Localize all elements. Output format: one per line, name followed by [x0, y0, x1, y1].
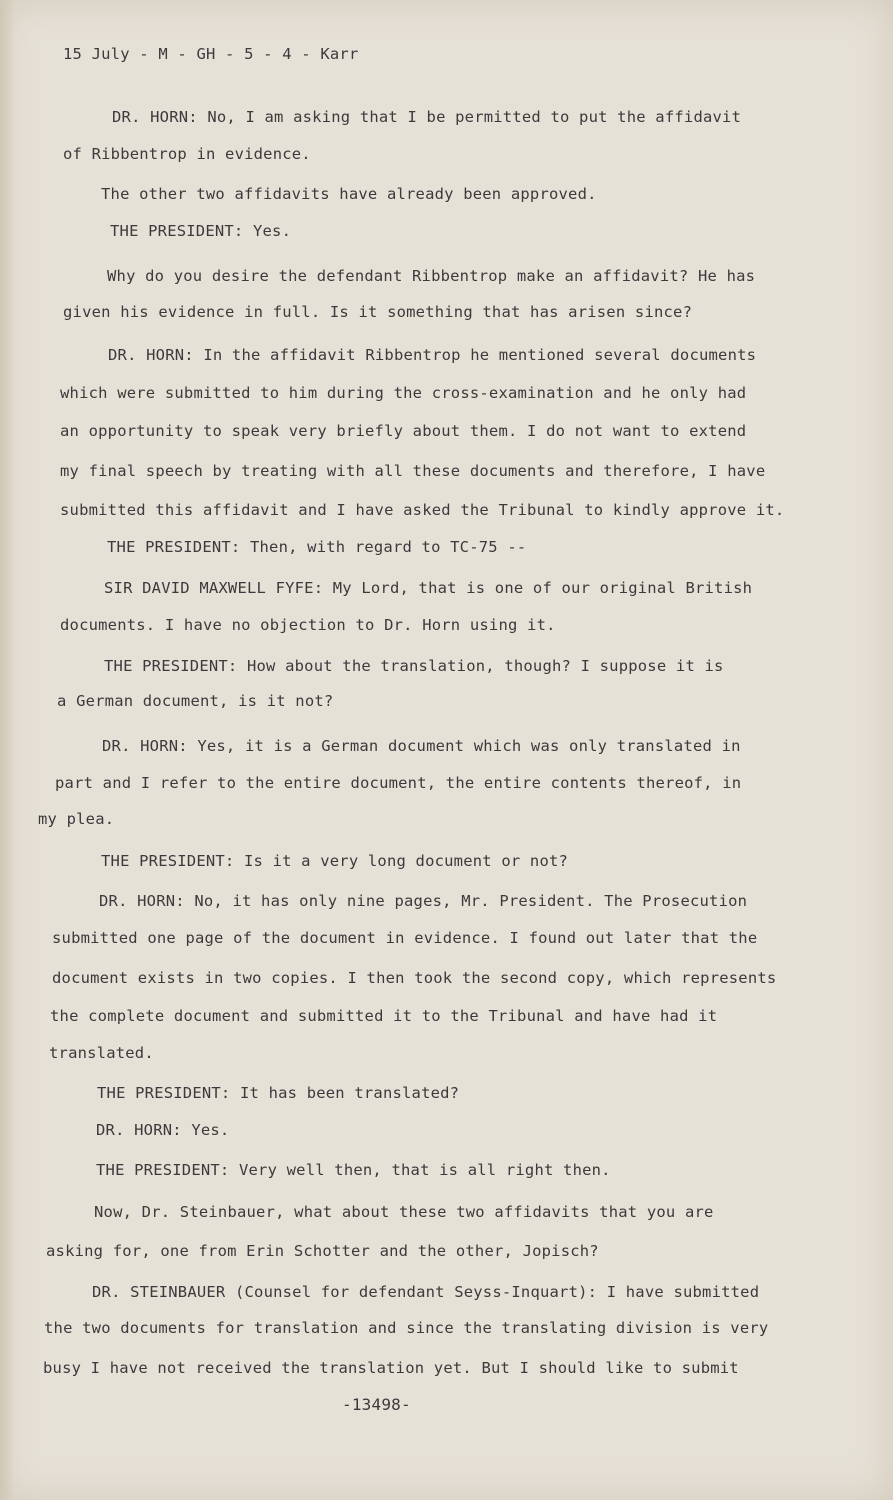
- transcript-line: busy I have not received the translation yet. But I should like to submit: [43, 1359, 739, 1377]
- transcript-line: DR. HORN: Yes, it is a German document which was only translated in: [102, 737, 741, 755]
- transcript-line: SIR DAVID MAXWELL FYFE: My Lord, that is one of our original British: [104, 579, 753, 597]
- transcript-line: THE PRESIDENT: Then, with regard to TC-75 --: [107, 538, 527, 556]
- transcript-line: the two documents for translation and since the translating division is very: [44, 1319, 769, 1337]
- page-number: -13498-: [342, 1395, 411, 1414]
- page-edge-shadow: [0, 0, 14, 1500]
- transcript-line: THE PRESIDENT: Is it a very long document or not?: [101, 852, 569, 870]
- transcript-line: documents. I have no objection to Dr. Horn using it.: [60, 616, 556, 634]
- transcript-line: DR. HORN: No, I am asking that I be permitted to put the affidavit: [112, 108, 742, 126]
- transcript-line: translated.: [49, 1044, 154, 1062]
- transcript-line: my final speech by treating with all these documents and therefore, I have: [60, 462, 766, 480]
- transcript-line: my plea.: [38, 810, 115, 828]
- transcript-line: document exists in two copies. I then took the second copy, which represents: [52, 969, 777, 987]
- transcript-line: DR. STEINBAUER (Counsel for defendant Seyss-Inquart): I have submitted: [92, 1283, 760, 1301]
- page-header: 15 July - M - GH - 5 - 4 - Karr: [63, 45, 359, 63]
- transcript-line: Now, Dr. Steinbauer, what about these two affidavits that you are: [94, 1203, 714, 1221]
- transcript-line: a German document, is it not?: [57, 692, 334, 710]
- transcript-line: of Ribbentrop in evidence.: [63, 145, 311, 163]
- transcript-line: THE PRESIDENT: How about the translation, though? I suppose it is: [104, 657, 724, 675]
- transcript-line: the complete document and submitted it to the Tribunal and have had it: [50, 1007, 718, 1025]
- transcript-line: submitted this affidavit and I have asked the Tribunal to kindly approve it.: [60, 501, 785, 519]
- transcript-line: THE PRESIDENT: Very well then, that is all right then.: [96, 1161, 611, 1179]
- transcript-line: an opportunity to speak very briefly about them. I do not want to extend: [60, 422, 747, 440]
- transcript-line: DR. HORN: No, it has only nine pages, Mr. President. The Prosecution: [99, 892, 748, 910]
- transcript-line: The other two affidavits have already been approved.: [101, 185, 597, 203]
- transcript-line: Why do you desire the defendant Ribbentrop make an affidavit? He has: [107, 267, 756, 285]
- transcript-line: asking for, one from Erin Schotter and the other, Jopisch?: [46, 1242, 599, 1260]
- transcript-line: which were submitted to him during the cross-examination and he only had: [60, 384, 747, 402]
- transcript-line: submitted one page of the document in evidence. I found out later that the: [52, 929, 758, 947]
- transcript-line: THE PRESIDENT: It has been translated?: [97, 1084, 460, 1102]
- transcript-line: DR. HORN: Yes.: [96, 1121, 230, 1139]
- transcript-line: DR. HORN: In the affidavit Ribbentrop he mentioned several documents: [108, 346, 757, 364]
- transcript-line: THE PRESIDENT: Yes.: [110, 222, 292, 240]
- transcript-line: given his evidence in full. Is it something that has arisen since?: [63, 303, 693, 321]
- transcript-line: part and I refer to the entire document, the entire contents thereof, in: [55, 774, 742, 792]
